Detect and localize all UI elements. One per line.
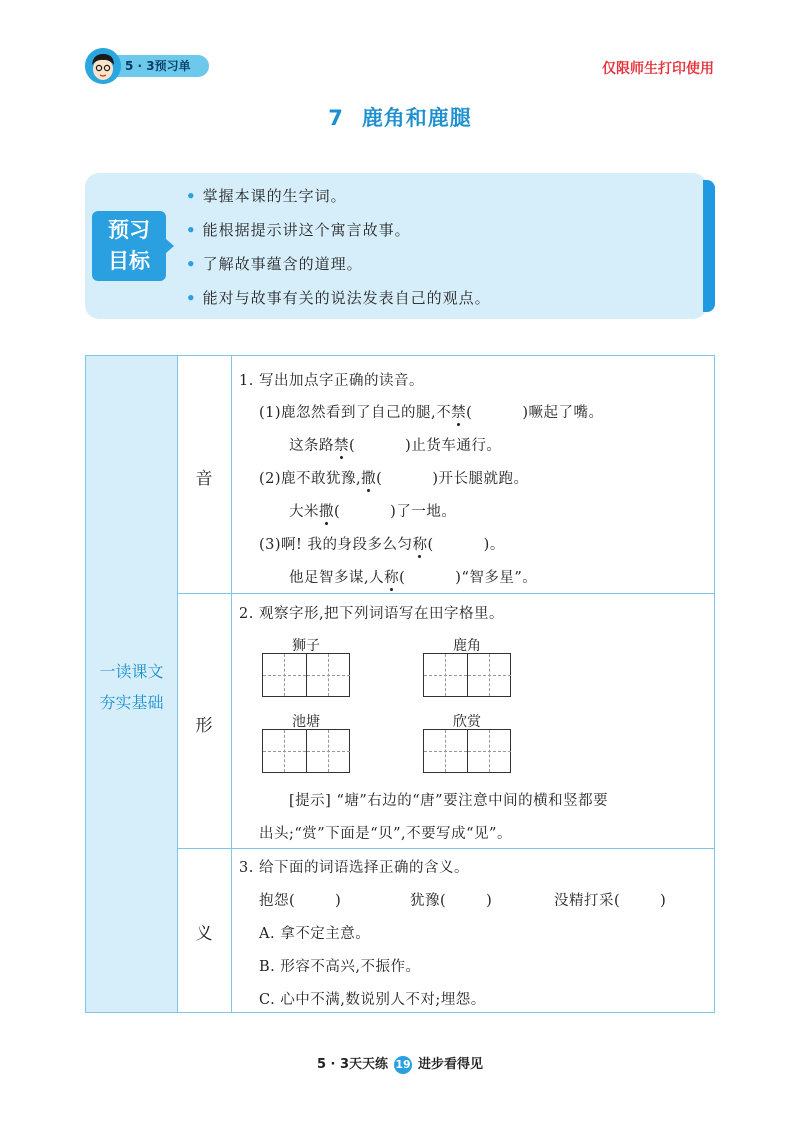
section-label-line2: 夯实基础 bbox=[99, 693, 164, 712]
tianzige-grid[interactable] bbox=[423, 729, 511, 773]
category-sound: 音 bbox=[195, 469, 213, 489]
paren-open: ( bbox=[466, 405, 473, 421]
grid-word: 池塘 bbox=[292, 714, 320, 730]
q3-option: C. 心中不满,数说别人不对;埋怨。 bbox=[259, 992, 486, 1008]
goals-label bbox=[92, 211, 166, 281]
q1-line bbox=[289, 566, 537, 587]
goal-item bbox=[186, 285, 491, 319]
lesson-name: 鹿角和鹿腿 bbox=[361, 106, 472, 130]
tianzige-grid[interactable] bbox=[262, 729, 350, 773]
goal-text: 掌握本课的生字词。 bbox=[202, 187, 347, 205]
grid-word: 狮子 bbox=[292, 638, 320, 654]
page-footer bbox=[0, 1053, 800, 1074]
q1-text: (3)啊! 我的身段多么匀 bbox=[259, 537, 413, 553]
paren-close: ) bbox=[335, 893, 342, 909]
goals-label-line2: 目标 bbox=[108, 249, 150, 273]
goals-label-line1: 预习 bbox=[108, 218, 150, 242]
q3-option: B. 形容不高兴,不振作。 bbox=[259, 959, 421, 975]
q1-text: 这条路 bbox=[289, 438, 334, 454]
tianzige-grid[interactable] bbox=[262, 653, 350, 697]
dotted-char: 撒 bbox=[319, 500, 334, 521]
grid-word: 鹿角 bbox=[453, 638, 481, 654]
dotted-char: 称 bbox=[384, 566, 399, 587]
q1-text: )止货车通行。 bbox=[405, 438, 502, 454]
q1-line bbox=[259, 401, 604, 422]
footer-left: 5 · 3天天练 bbox=[316, 1057, 389, 1072]
bullet-icon: • bbox=[186, 187, 197, 205]
row-divider bbox=[177, 848, 715, 849]
section-label-line1: 一读课文 bbox=[99, 662, 164, 681]
q1-text: )“智多星”。 bbox=[455, 570, 538, 586]
hint-label: [提示] bbox=[289, 793, 332, 809]
q1-text: (1)鹿忽然看到了自己的腿,不 bbox=[259, 405, 452, 421]
grid-word: 欣赏 bbox=[453, 714, 481, 730]
hint-line bbox=[289, 789, 608, 810]
page-number: 19 bbox=[394, 1056, 412, 1074]
q3-word bbox=[259, 889, 341, 910]
category-shape: 形 bbox=[195, 716, 213, 736]
goal-item bbox=[186, 183, 491, 217]
paren-open: ( bbox=[376, 471, 383, 487]
goal-text: 能根据提示讲这个寓言故事。 bbox=[202, 221, 411, 239]
category-column bbox=[177, 356, 232, 1012]
section-column bbox=[86, 356, 178, 1012]
paren-close: ) bbox=[486, 893, 493, 909]
header-badge bbox=[85, 48, 215, 84]
q3-word-text: 没精打采( bbox=[554, 893, 621, 909]
q3-word bbox=[554, 889, 666, 910]
footer-right: 进步看得见 bbox=[418, 1057, 484, 1072]
q1-text: )噘起了嘴。 bbox=[522, 405, 604, 421]
goals-box-edge bbox=[703, 180, 715, 312]
q1-line bbox=[259, 467, 529, 488]
exercise-table bbox=[85, 355, 715, 1013]
bullet-icon: • bbox=[186, 221, 197, 239]
print-restriction-note: 仅限师生打印使用 bbox=[602, 61, 714, 77]
goal-text: 能对与故事有关的说法发表自己的观点。 bbox=[202, 289, 491, 307]
q1-text: )开长腿就跑。 bbox=[432, 471, 529, 487]
goals-list bbox=[186, 183, 491, 319]
row-divider bbox=[177, 593, 715, 594]
q3-word-text: 抱怨( bbox=[259, 893, 296, 909]
q3-word-text: 犹豫( bbox=[410, 893, 447, 909]
goal-text: 了解故事蕴含的道理。 bbox=[202, 255, 363, 273]
bullet-icon: • bbox=[186, 289, 197, 307]
paren-open: ( bbox=[334, 504, 341, 520]
q1-line bbox=[289, 434, 501, 455]
q1-text: 大米 bbox=[289, 504, 319, 520]
section-label bbox=[86, 656, 177, 718]
dotted-char: 称 bbox=[412, 533, 427, 554]
goal-item bbox=[186, 251, 491, 285]
dotted-char: 撒 bbox=[361, 467, 376, 488]
q3-title: 3. 给下面的词语选择正确的含义。 bbox=[239, 860, 469, 876]
paren-open: ( bbox=[349, 438, 356, 454]
dotted-char: 禁 bbox=[334, 434, 349, 455]
badge-label: 5 · 3预习单 bbox=[107, 55, 209, 77]
category-meaning: 义 bbox=[195, 924, 213, 944]
q1-line bbox=[289, 500, 456, 521]
q1-text: 他足智多谋,人 bbox=[289, 570, 385, 586]
bullet-icon: • bbox=[186, 255, 197, 273]
q1-text: )了一地。 bbox=[390, 504, 457, 520]
boy-avatar-icon bbox=[85, 48, 121, 84]
hint-text: “塘”右边的“唐”要注意中间的横和竖都要 bbox=[336, 793, 609, 809]
q1-text: (2)鹿不敢犹豫, bbox=[259, 471, 362, 487]
dotted-char: 禁 bbox=[451, 401, 466, 422]
paren-open: ( bbox=[427, 537, 434, 553]
lesson-number: 7 bbox=[328, 106, 344, 130]
paren-open: ( bbox=[399, 570, 406, 586]
hint-line-2: 出头;“赏”下面是“贝”,不要写成“见”。 bbox=[259, 826, 512, 842]
q3-word bbox=[410, 889, 492, 910]
q1-line bbox=[259, 533, 505, 554]
q2-title: 2. 观察字形,把下列词语写在田字格里。 bbox=[239, 606, 505, 622]
q1-text: )。 bbox=[483, 537, 505, 553]
paren-close: ) bbox=[660, 893, 667, 909]
lesson-title bbox=[0, 102, 800, 132]
q1-title: 1. 写出加点字正确的读音。 bbox=[239, 373, 424, 389]
q3-option: A. 拿不定主意。 bbox=[259, 926, 371, 942]
goal-item bbox=[186, 217, 491, 251]
tianzige-grid[interactable] bbox=[423, 653, 511, 697]
